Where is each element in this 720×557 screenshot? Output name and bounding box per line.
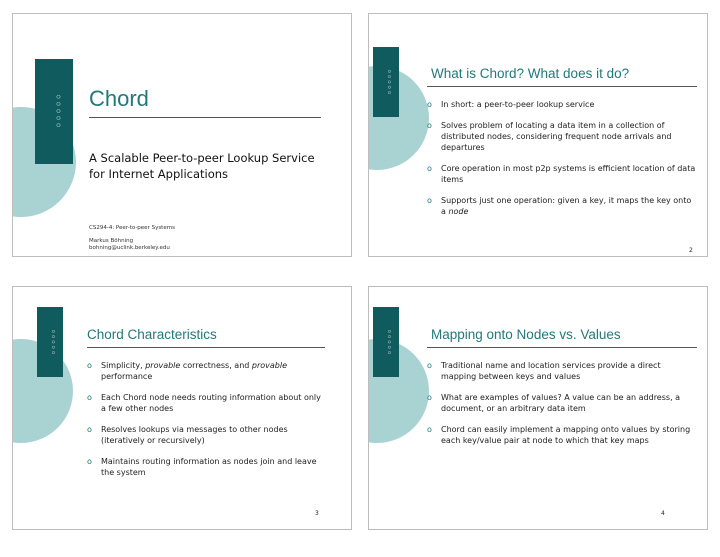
bullet-list [427,360,697,456]
bullet-marker: o [87,361,92,370]
bullet-marker: o [87,457,92,466]
bullet-item: o Supports just one operation: given a key, it maps the key onto a node [427,196,692,216]
slide-decoration [13,14,83,257]
slide-title: Chord Characteristics [87,327,217,342]
bullet-item: o Resolves lookups via messages to other nodes (iteratively or recursively) [87,425,288,445]
bullet-marker: o [87,425,92,434]
bullet-list [427,99,697,227]
svg-text:◦◦◦◦◦: ◦◦◦◦◦ [51,93,65,129]
title-rule [427,86,697,87]
author-name: Markus Böhning [89,238,134,244]
page-number: 4 [661,510,665,517]
bullet-marker: o [427,393,432,402]
slide-title: Chord [89,86,149,111]
bullet-marker: o [427,196,432,205]
title-rule [87,347,325,348]
slide-1 [12,13,352,257]
slide-3 [12,286,352,530]
bullet-item: o Core operation in most p2p systems is efficient location of data items [427,164,696,184]
bullet-item: o Each Chord node needs routing information about only a few other nodes [87,393,321,413]
course-name: CS294-4: Peer-to-peer Systems [89,225,175,231]
svg-text:◦◦◦◦◦: ◦◦◦◦◦ [47,328,57,356]
bullet-marker: o [427,121,432,130]
bullet-marker: o [427,425,432,434]
slide-2 [368,13,708,257]
svg-text:◦◦◦◦◦: ◦◦◦◦◦ [383,68,393,96]
bullet-item: o What are examples of values? A value can be an address, a document, or an arbitrary data item [427,393,681,413]
page-number: 2 [689,247,693,254]
bullet-item: o Simplicity, provable correctness, and provable performance [87,361,288,381]
bullet-marker: o [87,393,92,402]
bullet-marker: o [427,100,432,109]
bullet-marker: o [427,164,432,173]
bullet-item: o Traditional name and location services provide a direct mapping between keys and values [427,361,661,381]
bullet-item: o Maintains routing information as nodes join and leave the system [87,457,317,477]
bullet-item: o Chord can easily implement a mapping onto values by storing each key/value pair at node to which that key maps [427,425,691,445]
bullet-item: o Solves problem of locating a data item in a collection of distributed nodes, considering frequent node arrivals and departures [427,121,672,152]
slide-4 [368,286,708,530]
slide-title: What is Chord? What does it do? [431,66,630,81]
title-rule [89,117,321,118]
bullet-item: o In short: a peer-to-peer lookup service [427,100,595,109]
slide-title: Mapping onto Nodes vs. Values [431,327,621,342]
slide-subtitle: A Scalable Peer-to-peer Lookup Service for Internet Applications [89,151,315,181]
bullet-list [87,360,327,488]
page-number: 3 [315,510,319,517]
slide-decoration [13,287,83,530]
svg-text:◦◦◦◦◦: ◦◦◦◦◦ [383,328,393,356]
author-email: bohning@uclink.berkeley.edu [89,245,170,251]
title-rule [427,347,697,348]
bullet-marker: o [427,361,432,370]
